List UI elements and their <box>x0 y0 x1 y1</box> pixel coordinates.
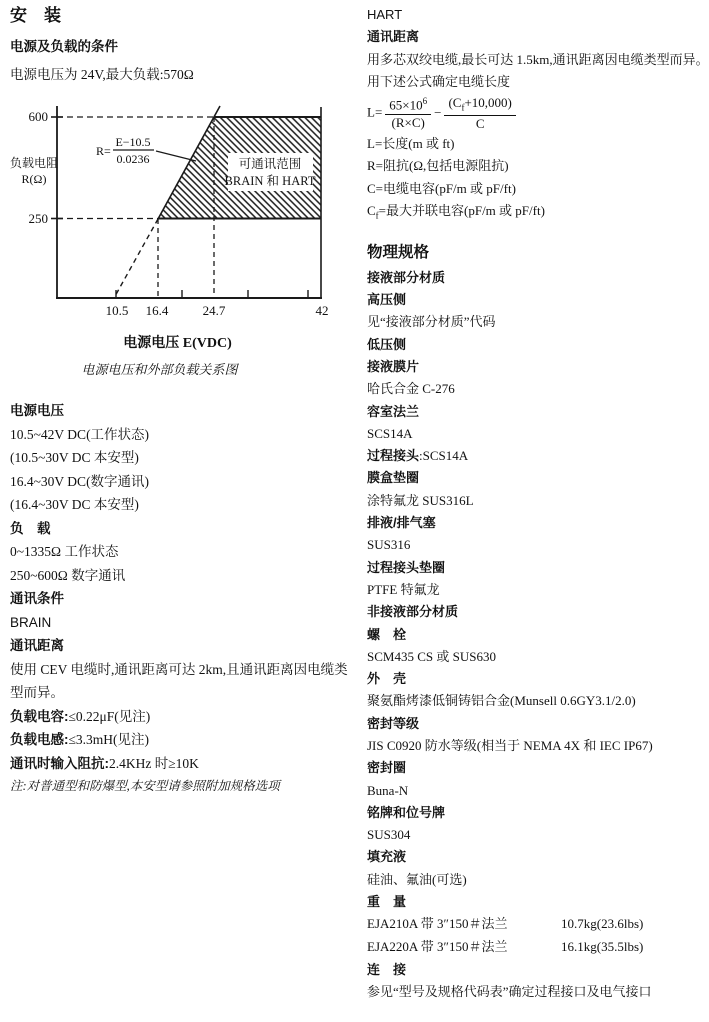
nameplate-value: SUS304 <box>367 827 411 843</box>
formula-num2-post: +10,000) <box>464 95 512 111</box>
load-inductance-value: ≤3.3mH(见注) <box>68 732 150 747</box>
diaphragm-heading: 接液膜片 <box>367 358 420 374</box>
comm-conditions-heading: 通讯条件 <box>10 591 64 606</box>
region-label-line2: BRAIN 和 HART <box>224 174 316 188</box>
connection-value: 参见“型号及规格代码表”确定过程接口及电气接口 <box>367 983 652 999</box>
boundary-formula-lhs: R= <box>96 144 111 158</box>
load-heading: 负 载 <box>10 520 51 536</box>
x-tick-10-5: 10.5 <box>105 303 129 318</box>
weight-row-eja220a <box>367 936 709 959</box>
formula-legend-Cf <box>367 200 709 227</box>
drain-vent-plug-heading: 排液/排气塞 <box>367 515 436 531</box>
x-axis-title: 电源电压 E(VDC) <box>123 336 232 351</box>
process-connector-gasket-heading: 过程接头垫圈 <box>367 559 446 575</box>
y-axis-label-line1: 负载电阻 <box>10 156 59 170</box>
brain-subheading: BRAIN <box>10 614 52 630</box>
legend-cf-post: =最大并联电容(pF/m 或 pF/ft) <box>378 202 545 218</box>
formula-fraction-1 <box>385 97 431 130</box>
formula-fraction-2 <box>444 96 515 131</box>
supply-voltage-line: 10.5~42V DC(工作状态) <box>10 426 150 442</box>
cable-length-formula <box>367 96 709 131</box>
load-capacitance-line <box>10 705 360 729</box>
load-inductance-label: 负载电感: <box>10 732 69 747</box>
x-tick-24-7: 24.7 <box>202 303 226 318</box>
formula-num2-pre: (C <box>448 95 462 111</box>
installation-section-title: 安 装 <box>10 6 61 25</box>
weight-heading: 重 量 <box>367 894 407 910</box>
power-load-conditions-heading: 电源及负载的条件 <box>10 39 118 54</box>
hart-comm-distance-heading: 通讯距离 <box>367 29 420 45</box>
boundary-formula-denominator: 0.0236 <box>116 152 150 166</box>
hart-comm-distance-text: 用多芯双绞电缆,最长可达 1.5km,通讯距离因电缆类型而异。 <box>367 51 709 67</box>
process-connector-value: :SCS14A <box>419 448 469 464</box>
left-column <box>10 0 360 797</box>
supply-voltage-heading: 电源电压 <box>10 403 64 418</box>
fill-fluid-value: 硅油、氟油(可选) <box>367 871 467 887</box>
sealing-grade-value: JIS C0920 防水等级(相当于 NEMA 4X 和 IEC IP67) <box>367 737 653 753</box>
formula-den2: C <box>475 115 485 131</box>
voltage-load-chart <box>10 99 345 324</box>
weight-value: 16.1kg(35.5lbs) <box>561 938 644 954</box>
y-tick-250: 250 <box>28 211 48 226</box>
x-tick-42: 42 <box>315 303 329 318</box>
input-impedance-line <box>10 752 360 776</box>
capsule-gasket-value: 涂特氟龙 SUS316L <box>367 492 474 508</box>
low-pressure-side-heading: 低压侧 <box>367 336 407 352</box>
load-capacitance-value: ≤0.22μF(见注) <box>68 708 151 724</box>
formula-legend-C: C=电缆电容(pF/m 或 pF/ft) <box>367 180 516 196</box>
cover-flange-heading: 容室法兰 <box>367 403 420 419</box>
input-impedance-label: 通讯时输入阻抗: <box>10 755 109 771</box>
capsule-gasket-heading: 膜盒垫圈 <box>367 470 420 486</box>
non-wetted-parts-heading: 非接液部分材质 <box>367 604 459 620</box>
load-capacitance-label: 负载电容: <box>10 708 69 724</box>
formula-legend-L: L=长度(m 或 ft) <box>367 135 455 151</box>
footnote: 注:对普通型和防爆型,本安型请参照附加规格选项 <box>10 779 280 793</box>
formula-lhs: L= <box>367 104 383 120</box>
process-connector-line <box>367 445 709 467</box>
sealing-grade-heading: 密封等级 <box>367 715 420 731</box>
region-label-line1: 可通讯范围 <box>238 157 302 171</box>
hart-subheading: HART <box>367 7 403 22</box>
y-axis-label-line2: R(Ω) <box>21 172 47 186</box>
boundary-formula-numerator: E−10.5 <box>115 135 151 149</box>
formula-den1: (R×C) <box>391 114 425 130</box>
nameplate-heading: 铭牌和位号牌 <box>367 804 446 820</box>
diaphragm-value: 哈氏合金 C-276 <box>367 381 455 397</box>
formula-num1: 65×10 <box>389 97 423 113</box>
process-connector-label: 过程接头 <box>367 448 420 464</box>
o-ring-value: Buna-N <box>367 782 409 798</box>
formula-legend-R: R=阻抗(Ω,包括电源阻抗) <box>367 158 509 174</box>
physical-specs-title: 物理规格 <box>367 243 430 261</box>
weight-model: EJA210A 带 3″150＃法兰 <box>367 916 508 932</box>
x-tick-16-4: 16.4 <box>145 303 169 318</box>
comm-distance-text: 使用 CEV 电缆时,通讯距离可达 2km,且通讯距离因电缆类型而异。 <box>10 661 348 700</box>
load-inductance-line <box>10 728 360 752</box>
connection-heading: 连 接 <box>367 961 407 977</box>
process-connector-gasket-value: PTFE 特氟龙 <box>367 581 440 597</box>
formula-num1-exponent: 6 <box>422 96 428 107</box>
supply-voltage-line: 16.4~30V DC(数字通讯) <box>10 473 150 489</box>
supply-voltage-line: (10.5~30V DC 本安型) <box>10 450 139 465</box>
legend-cf-pre: C <box>367 202 376 218</box>
weight-model: EJA220A 带 3″150＃法兰 <box>367 938 508 954</box>
o-ring-heading: 密封圈 <box>367 760 407 776</box>
wetted-parts-heading: 接液部分材质 <box>367 269 446 285</box>
formula-minus: − <box>434 105 442 121</box>
drain-vent-plug-value: SUS316 <box>367 537 411 553</box>
chart-caption: 电源电压和外部负载关系图 <box>81 362 238 377</box>
comm-distance-heading: 通讯距离 <box>10 638 64 653</box>
housing-heading: 外 壳 <box>367 671 407 687</box>
input-impedance-value: 2.4KHz 时≥10K <box>109 755 199 771</box>
supply-voltage-line: (16.4~30V DC 本安型) <box>10 497 139 512</box>
weight-row-eja210a <box>367 913 709 936</box>
weight-value: 10.7kg(23.6lbs) <box>561 916 644 932</box>
fill-fluid-heading: 填充液 <box>367 849 407 865</box>
power-load-conditions-text: 电源电压为 24V,最大负载:570Ω <box>10 67 194 82</box>
load-line: 0~1335Ω 工作状态 <box>10 544 119 559</box>
right-column <box>367 0 709 1003</box>
cable-length-intro: 用下述公式确定电缆长度 <box>367 73 511 89</box>
formula-num2-subscript: f <box>461 102 465 113</box>
bolts-value: SCM435 CS 或 SUS630 <box>367 648 496 664</box>
high-pressure-side-value: 见“接液部分材质”代码 <box>367 314 496 330</box>
housing-value: 聚氨酯烤漆低铜铸铝合金(Munsell 0.6GY3.1/2.0) <box>367 693 636 709</box>
y-tick-600: 600 <box>28 109 48 124</box>
load-line: 250~600Ω 数字通讯 <box>10 567 126 583</box>
high-pressure-side-heading: 高压侧 <box>367 292 407 308</box>
left-spec-block <box>10 399 360 797</box>
cover-flange-value: SCS14A <box>367 425 413 441</box>
bolts-heading: 螺 栓 <box>367 626 407 642</box>
legend-cf-sub: f <box>375 210 379 221</box>
